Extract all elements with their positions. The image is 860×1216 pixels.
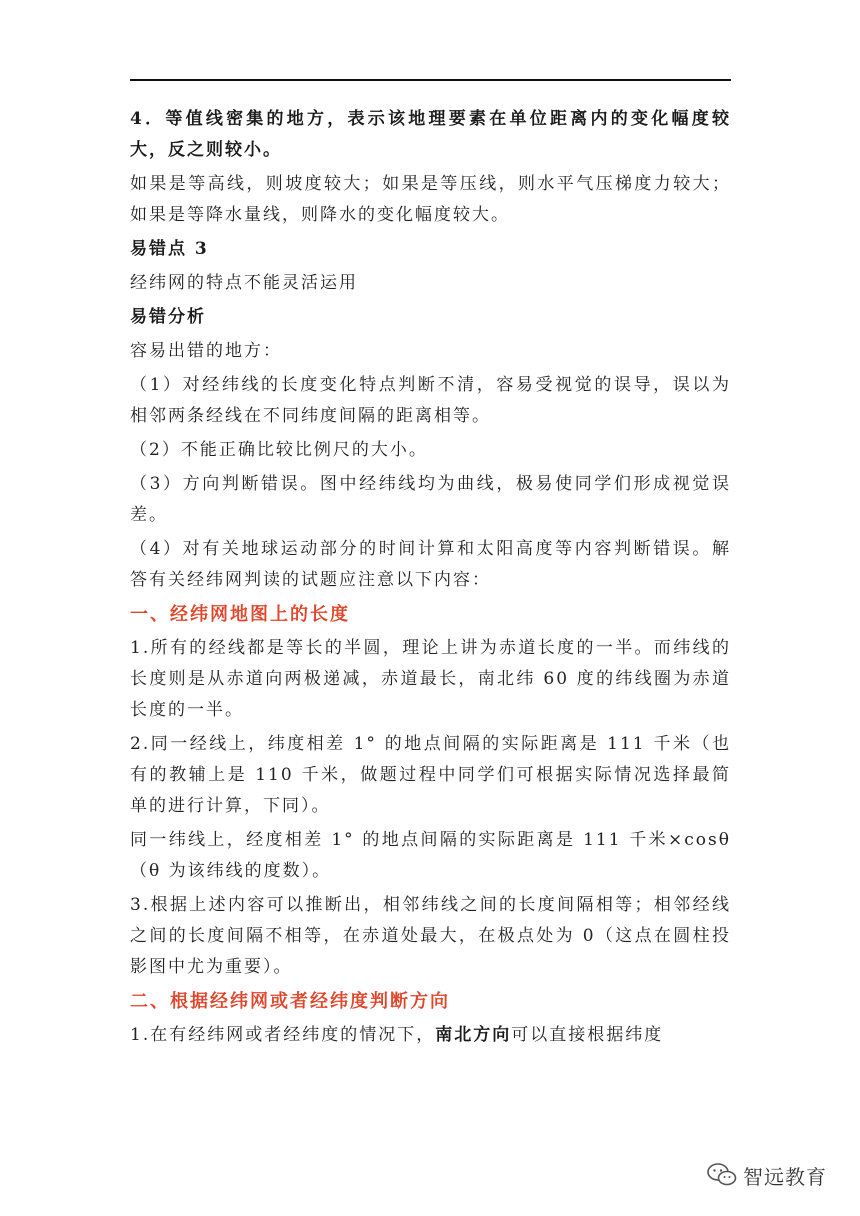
document-body bbox=[130, 104, 731, 1054]
paragraph: 容易出错的地方： bbox=[130, 341, 282, 361]
section-heading: 二、根据经纬网或者经纬度判断方向 bbox=[130, 991, 450, 1012]
paragraph: 同一纬线上，经度相差 1° 的地点间隔的实际距离是 111 千米×cosθ（θ 为该纬线的度数）。 bbox=[130, 830, 731, 881]
paragraph: 1.所有的经线都是等长的半圆，理论上讲为赤道长度的一半。而纬线的长度则是从赤道向两极递减，赤道最长，南北纬 60 度的纬线圈为赤道长度的一半。 bbox=[130, 638, 731, 720]
section-heading: 一、经纬网地图上的长度 bbox=[130, 604, 350, 625]
paragraph: 经纬网的特点不能灵活运用 bbox=[130, 273, 358, 293]
paragraph: 3.根据上述内容可以推断出，相邻纬线之间的长度间隔相等；相邻经线之间的长度间隔不相等，在赤道处最大，在极点处为 0（这点在圆柱投影图中尤为重要）。 bbox=[130, 895, 731, 977]
list-item: （4）对有关地球运动部分的时间计算和太阳高度等内容判断错误。解答有关经纬网判读的试题应注意以下内容： bbox=[130, 539, 731, 590]
list-item: （2）不能正确比较比例尺的大小。 bbox=[130, 440, 428, 460]
watermark-text: 智远教育 bbox=[743, 1164, 827, 1189]
watermark bbox=[707, 1160, 827, 1190]
paragraph: 2.同一经线上，纬度相差 1° 的地点间隔的实际距离是 111 千米（也有的教辅上是 110 千米，做题过程中同学们可根据实际情况选择最简单的进行计算，下同）。 bbox=[130, 734, 731, 816]
list-item: （3）方向判断错误。图中经纬线均为曲线，极易使同学们形成视觉误差。 bbox=[130, 474, 731, 525]
paragraph: 如果是等高线，则坡度较大；如果是等压线，则水平气压梯度力较大；如果是等降水量线，则降水的变化幅度较大。 bbox=[130, 174, 731, 225]
text-run: 1.在有经纬网或者经纬度的情况下， bbox=[130, 1025, 436, 1045]
emphasis-text: 南北方向 bbox=[435, 1025, 512, 1045]
header-rule bbox=[130, 79, 731, 81]
list-item: （1）对经纬线的长度变化特点判断不清，容易受视觉的误导，误以为相邻两条经线在不同纬度间隔的距离相等。 bbox=[130, 375, 731, 426]
section-label: 易错点 3 bbox=[130, 239, 209, 259]
paragraph: 4．等值线密集的地方，表示该地理要素在单位距离内的变化幅度较大，反之则较小。 bbox=[130, 109, 731, 160]
wechat-icon bbox=[707, 1162, 737, 1188]
section-label: 易错分析 bbox=[130, 307, 206, 327]
paragraph bbox=[130, 1020, 731, 1051]
text-run: 可以直接根据纬度 bbox=[511, 1025, 664, 1045]
